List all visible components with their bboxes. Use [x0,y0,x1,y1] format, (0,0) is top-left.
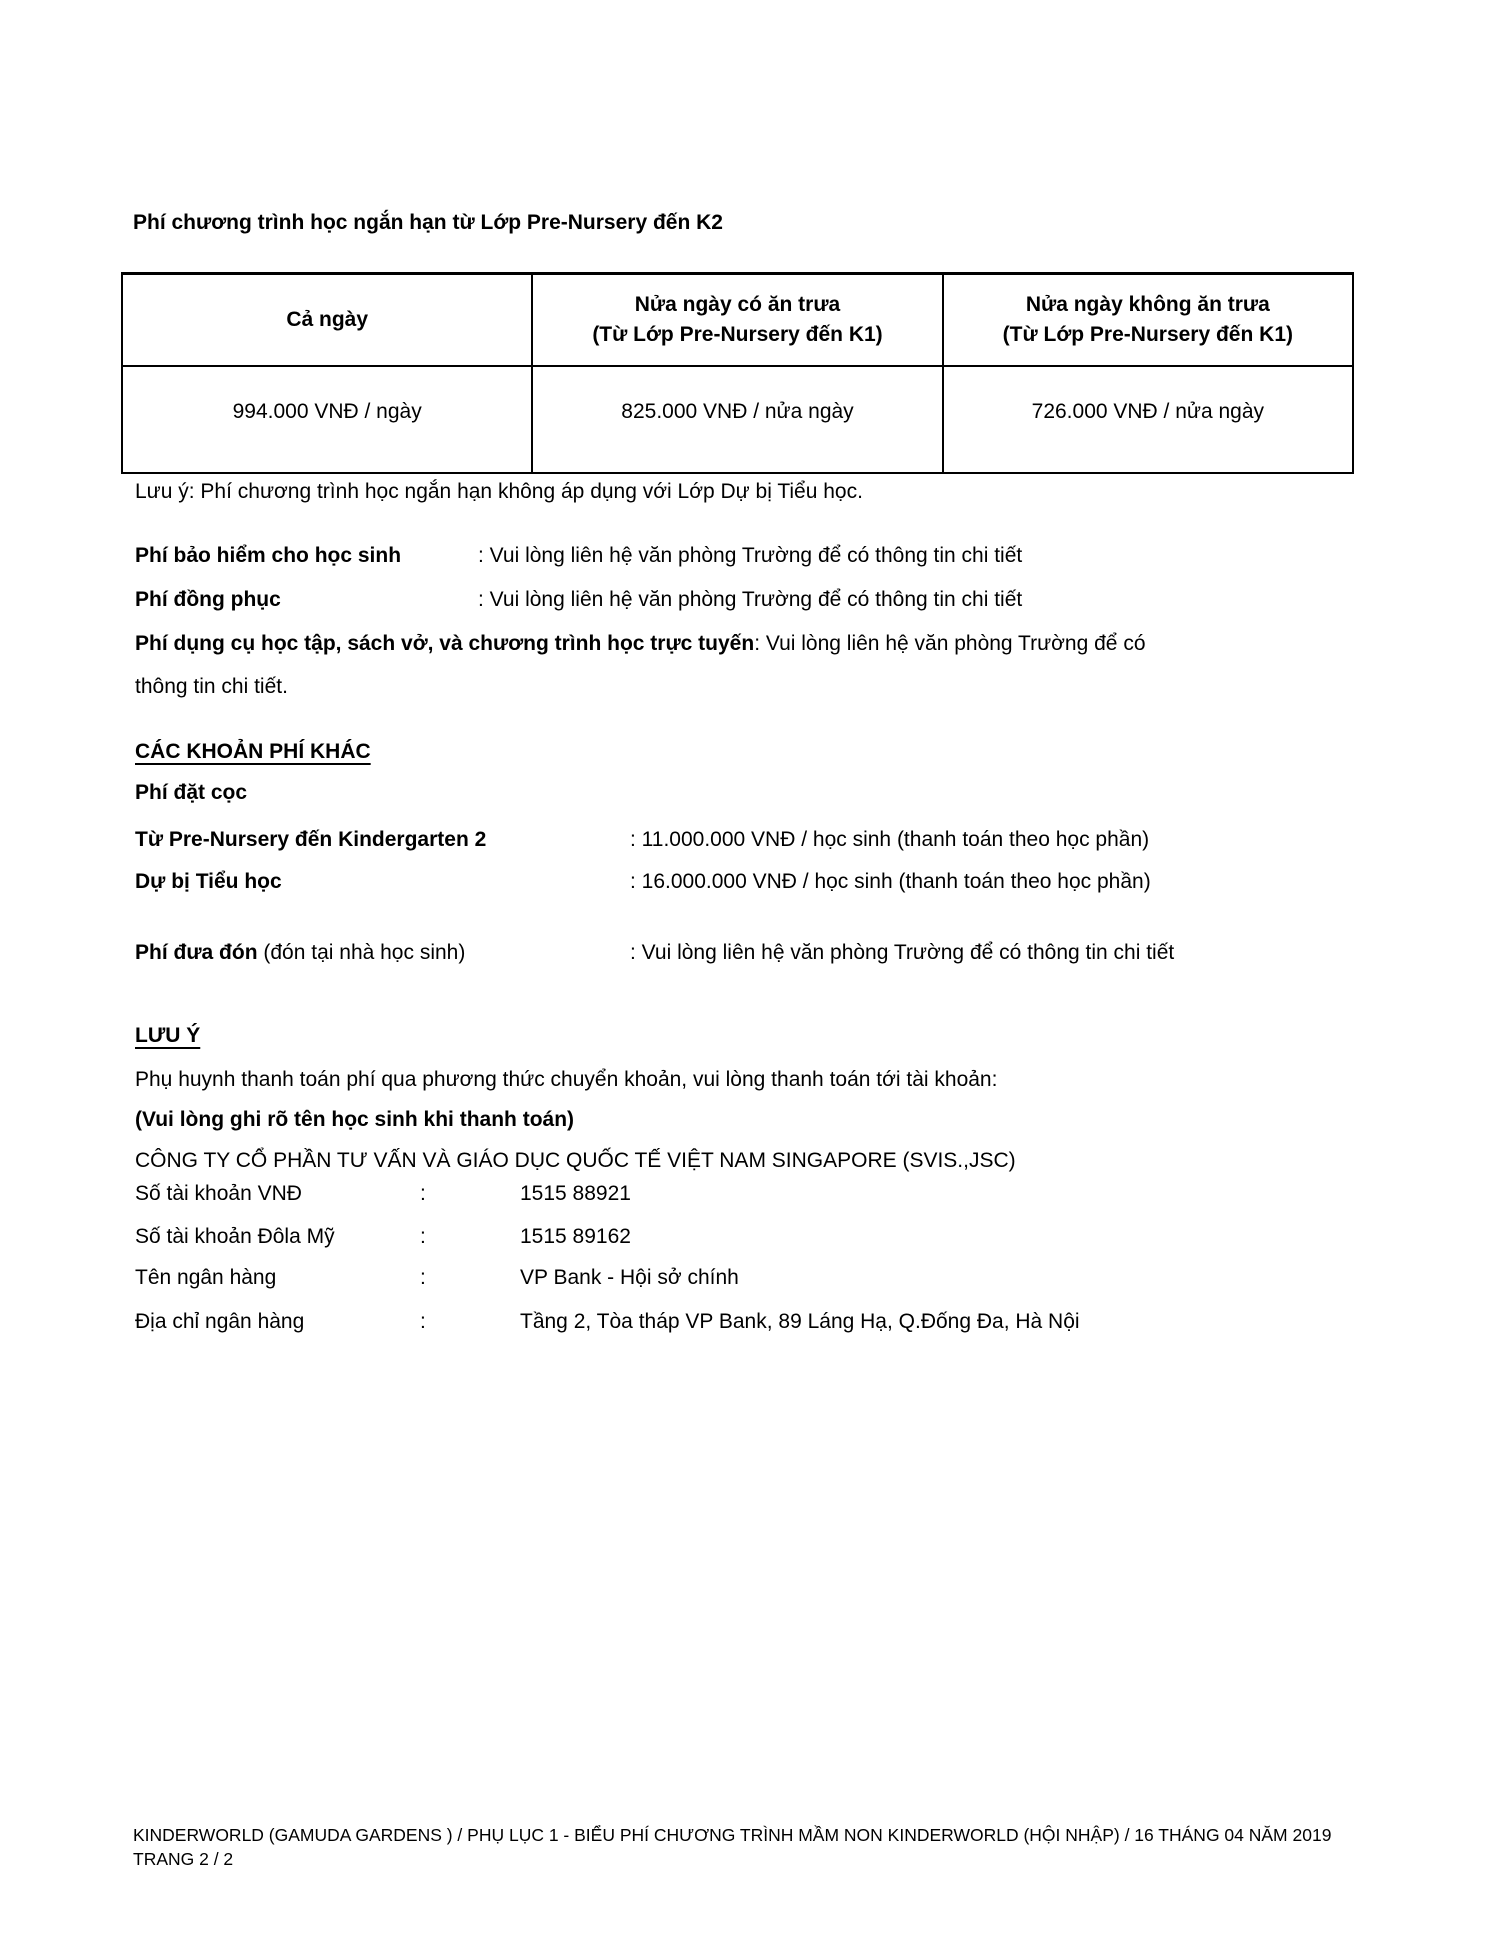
header-cell-full-day [122,274,532,367]
deposit-row-prep-primary [135,868,1367,896]
header-half-day-no-lunch-sublabel: (Từ Lớp Pre-Nursery đến K1) [1002,323,1293,346]
uniform-fee-label: Phí đồng phục [135,588,281,611]
bank-address-label: Địa chỉ ngân hàng [135,1310,305,1333]
bank-name-colon: : [420,1266,426,1289]
bank-row-bank-address [135,1308,1415,1336]
fee-table-header-row [122,274,1353,367]
header-full-day-label: Cả ngày [286,308,369,331]
bank-row-bank-name [135,1264,1415,1292]
usd-account-label: Số tài khoản Đôla Mỹ [135,1225,335,1248]
transport-fee-row [135,939,1367,967]
other-fees-section [135,738,1367,967]
usd-account-colon: : [420,1225,426,1248]
footer-document-reference: KINDERWORLD (GAMUDA GARDENS ) / PHỤ LỤC 1 - BIỂU PHÍ CHƯƠNG TRÌNH MẦM NON KINDERWORLD (HỘI NHẬP) / 16 THÁNG 04 NĂM 2019 [133,1825,1332,1845]
materials-fee-value-line2: thông tin chi tiết. [135,675,288,698]
materials-fee-value-line1: : Vui lòng liên hệ văn phòng Trường để có [754,632,1146,655]
deposit-prenursery-k2-label: Từ Pre-Nursery đến Kindergarten 2 [135,828,487,851]
payment-intro-text: Phụ huynh thanh toán phí qua phương thức chuyển khoản, vui lòng thanh toán tới tài khoản: [135,1068,998,1091]
header-half-day-lunch-label: Nửa ngày có ăn trưa [634,293,841,316]
payment-note-heading: LƯU Ý [135,1024,201,1047]
vnd-account-label: Số tài khoản VNĐ [135,1182,302,1205]
header-cell-half-day-lunch [532,274,942,367]
bank-address-colon: : [420,1310,426,1333]
deposit-prep-primary-label: Dự bị Tiểu học [135,870,282,893]
materials-fee-paragraph [135,622,1320,708]
payment-note-section [135,1022,1415,1336]
value-cell-half-day-no-lunch: 726.000 VNĐ / nửa ngày [943,366,1353,473]
uniform-fee-row [135,578,1367,622]
company-name: CÔNG TY CỔ PHẦN TƯ VẤN VÀ GIÁO DỤC QUỐC TẾ VIỆT NAM SINGAPORE (SVIS.,JSC) [135,1149,1016,1172]
footer-page-number: TRANG 2 / 2 [133,1848,234,1869]
usd-account-number: 1515 89162 [520,1225,631,1248]
bank-address-value: Tầng 2, Tòa tháp VP Bank, 89 Láng Hạ, Q.Đống Đa, Hà Nội [520,1310,1080,1333]
deposit-fee-heading: Phí đặt cọc [135,781,248,804]
transport-fee-label-bold: Phí đưa đón [135,941,258,964]
transport-fee-label [135,939,630,967]
header-half-day-lunch-sublabel: (Từ Lớp Pre-Nursery đến K1) [592,323,883,346]
deposit-row-prenursery-k2 [135,826,1367,854]
insurance-fee-value: : Vui lòng liên hệ văn phòng Trường để có thông tin chi tiết [478,544,1023,567]
bank-name-label: Tên ngân hàng [135,1266,277,1289]
uniform-fee-value: : Vui lòng liên hệ văn phòng Trường để có thông tin chi tiết [478,588,1023,611]
short-course-note: Lưu ý: Phí chương trình học ngắn hạn không áp dụng với Lớp Dự bị Tiểu học. [135,480,863,503]
page-title: Phí chương trình học ngắn hạn từ Lớp Pre-Nursery đến K2 [133,211,723,234]
vnd-account-colon: : [420,1182,426,1205]
fee-table-value-row [122,366,1353,473]
insurance-fee-label: Phí bảo hiểm cho học sinh [135,544,402,567]
value-cell-full-day: 994.000 VNĐ / ngày [122,366,532,473]
deposit-prenursery-k2-value: : 11.000.000 VNĐ / học sinh (thanh toán theo học phần) [630,828,1150,851]
other-fees-heading: CÁC KHOẢN PHÍ KHÁC [135,740,371,763]
page-footer [133,1824,1423,1871]
bank-row-vnd-account [135,1180,1415,1208]
bank-name-value: VP Bank - Hội sở chính [520,1266,739,1289]
transport-fee-value: : Vui lòng liên hệ văn phòng Trường để có thông tin chi tiết [630,941,1175,964]
header-half-day-no-lunch-label: Nửa ngày không ăn trưa [1025,293,1270,316]
vnd-account-number: 1515 88921 [520,1182,631,1205]
bank-row-usd-account [135,1223,1415,1251]
payment-reminder-text: (Vui lòng ghi rõ tên học sinh khi thanh toán) [135,1108,575,1131]
header-cell-half-day-no-lunch [943,274,1353,367]
contact-fees-section [135,534,1367,708]
value-cell-half-day-lunch: 825.000 VNĐ / nửa ngày [532,366,942,473]
deposit-prep-primary-value: : 16.000.000 VNĐ / học sinh (thanh toán theo học phần) [630,870,1151,893]
insurance-fee-row [135,534,1367,578]
short-course-fee-table [121,272,1354,474]
transport-fee-label-normal: (đón tại nhà học sinh) [257,941,466,964]
materials-fee-label: Phí dụng cụ học tập, sách vở, và chương trình học trực tuyến [135,632,755,655]
